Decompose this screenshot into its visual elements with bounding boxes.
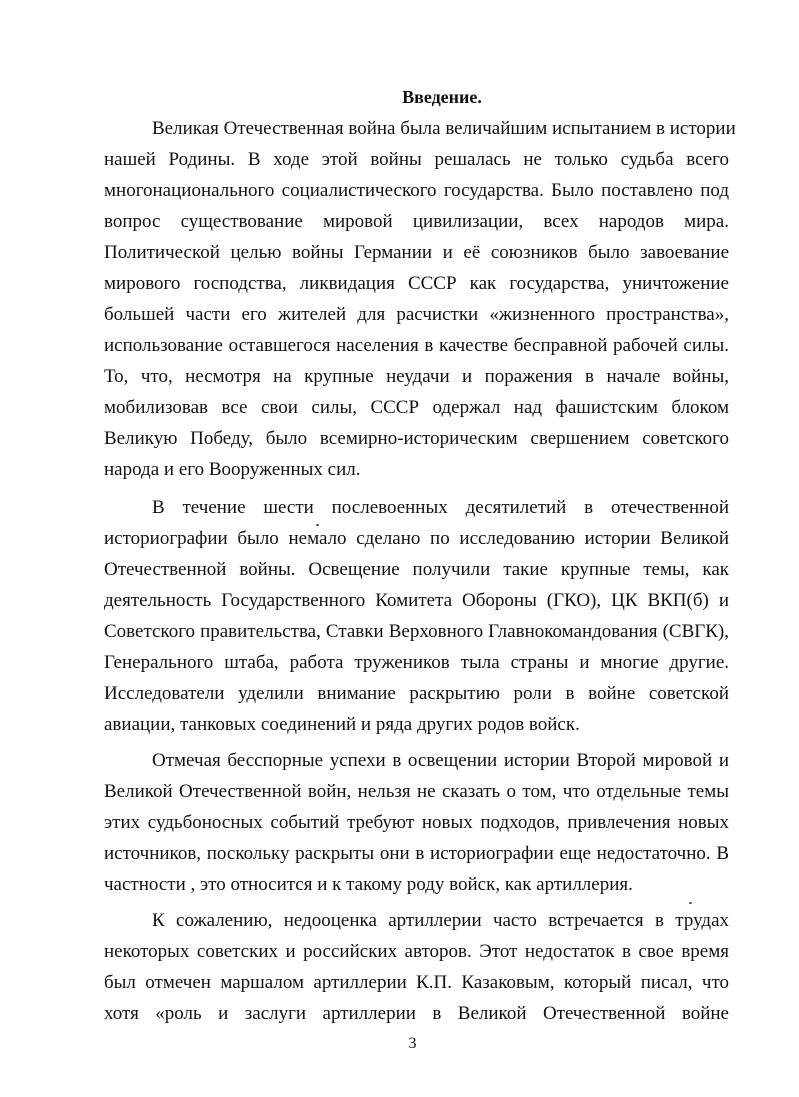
text-line: использование оставшегося населения в качестве бесправной рабочей силы.	[104, 335, 729, 356]
text-line: Политической целью войны Германии и её союзников было завоевание	[104, 242, 729, 263]
text-line: большей части его жителей для расчистки «жизненного пространства»,	[104, 304, 729, 325]
text-line: Великую Победу, было всемирно-историческим свершением советского	[104, 428, 729, 449]
page-number: 3	[408, 1035, 417, 1052]
paragraph-3	[104, 745, 729, 900]
text-line: Великая Отечественная война была величайшим испытанием в истории	[152, 118, 736, 139]
text-line: мирового господства, ликвидация СССР как государства, уничтожение	[104, 273, 729, 294]
paragraph-2	[104, 492, 729, 740]
text-line: этих судьбоносных событий требуют новых подходов, привлечения новых	[104, 812, 729, 833]
text-line: мобилизовав все свои силы, СССР одержал над фашистским блоком	[104, 397, 729, 418]
text-line: многонационального социалистического государства. Было поставлено под	[104, 180, 729, 201]
text-line: Отечественной войны. Освещение получили такие крупные темы, как	[104, 559, 729, 580]
text-line: народа и его Вооруженных сил.	[104, 459, 361, 480]
text-line: историографии было немало сделано по исследованию истории Великой	[104, 528, 729, 549]
text-line: В течение шести послевоенных десятилетий в отечественной	[152, 497, 729, 518]
scan-speck	[689, 902, 692, 904]
text-line: был отмечен маршалом артиллерии К.П. Казаковым, который писал, что	[104, 972, 729, 993]
text-line: Генерального штаба, работа тружеников тыла страны и многие другие.	[104, 652, 729, 673]
text-line: Исследователи уделили внимание раскрытию роли в войне советской	[104, 683, 729, 704]
text-line: То, что, несмотря на крупные неудачи и поражения в начале войны,	[104, 366, 729, 387]
text-line: авиации, танковых соединений и ряда других родов войск.	[104, 714, 580, 735]
text-line: Отмечая бесспорные успехи в освещении истории Второй мировой и	[152, 750, 729, 771]
text-line: некоторых советских и российских авторов. Этот недостаток в свое время	[104, 941, 729, 962]
text-line: частности , это относится и к такому роду войск, как артиллерия.	[104, 874, 633, 895]
scan-speck	[316, 524, 319, 526]
text-line: нашей Родины. В ходе этой войны решалась не только судьба всего	[104, 149, 729, 170]
text-line: хотя «роль и заслуги артиллерии в Великой Отечественной войне	[104, 1003, 729, 1024]
text-line: К сожалению, недооценка артиллерии часто встречается в трудах	[152, 910, 729, 931]
paragraph-1	[104, 113, 736, 485]
page-title: Введение.	[402, 87, 482, 107]
text-line: вопрос существование мировой цивилизации, всех народов мира.	[104, 211, 729, 232]
text-line: Великой Отечественной войн, нельзя не сказать о том, что отдельные темы	[104, 781, 729, 802]
paragraph-4	[104, 905, 729, 1029]
text-line: Советского правительства, Ставки Верховного Главнокомандования (СВГК),	[104, 621, 729, 642]
text-line: источников, поскольку раскрыты они в историографии еще недостаточно. В	[104, 843, 729, 864]
text-line: деятельность Государственного Комитета Обороны (ГКО), ЦК ВКП(б) и	[104, 590, 729, 611]
